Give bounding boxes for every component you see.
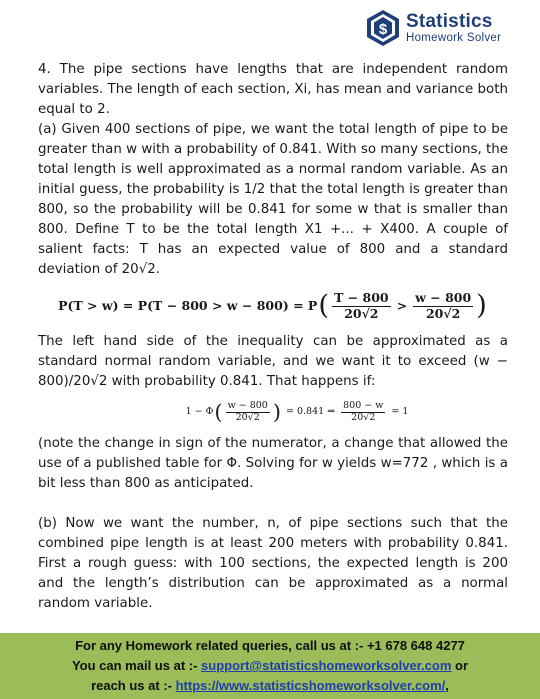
equation-probability [38,284,508,328]
equation1-fraction-right: $\frac{w - 800}{20√2}$ [415,290,472,321]
brand-subtitle: Homework Solver [406,31,502,44]
equation1-operator: > [396,298,408,313]
paragraph-part-b: (b) Now we want the number, n, of pipe sections such that the combined pipe length is at least 200 meters with probability 0.841. First a rough guess: with 100 sections, the expected length is 200 and the length’s distribution can be approximated as a normal random variable. [38,516,508,611]
dollar-shield-icon [364,9,402,47]
equation1-open-paren: ( [318,289,330,322]
equation1-lhs: P(T > w) = P(T − 800 > w − 800) = P [58,298,318,313]
equation2-fraction-right: $\frac{800 - w}{20√2}$ [343,399,384,423]
equation2-middle: = 0.841 ⇒ [285,406,336,417]
paragraph-part-a: (a) Given 400 sections of pipe, we want the total length of pipe to be greater than w with a probability of 0.841. With so many sections, the total length is well approximated as a normal random variable. As an initial guess, the probability is 1/2 that the total length is greater than 800, so the probability will be 0.841 for some w that is smaller than 800. Define T to be the total length X1 +... + X400. A couple of salient facts: T has an expected value of 800 and a standard deviation of 20√2. [38,122,508,277]
footer-url-line: reach us at :- https://www.statisticshomeworksolver.com/, [91,678,449,693]
equation2-lhs: 1 − Φ [185,406,214,417]
footer-email-line: You can mail us at :- support@statisticshomeworksolver.com or [71,658,469,673]
document-body [38,60,508,614]
equation-phi [86,394,508,430]
paragraph-note: (note the change in sign of the numerator, a change that allowed the use of a published table for Φ. Solving for w yields w=772 , which is a bit less than 800 as anticipated. [38,436,508,491]
brand-title: Statistics [406,10,493,32]
brand-logo [364,8,532,48]
email-link[interactable]: support@statisticshomeworksolver.com [201,658,452,673]
contact-footer [0,633,540,699]
svg-text:$: $ [378,21,388,38]
footer-phone-line: For any Homework related queries, call us at :- +1 678 648 4277 [75,638,465,653]
equation1-fraction-left: $\frac{T - 800}{20√2}$ [334,290,389,321]
equation1-close-paren: ) [476,289,487,322]
equation2-close-paren: ) [272,399,281,424]
website-link[interactable]: https://www.statisticshomeworksolver.com/ [175,678,446,693]
paragraph-approximation: The left hand side of the inequality can be approximated as a standard normal random variable, and we want it to exceed (w − 800)/20√2 with probability 0.841. That happens if: [38,334,508,389]
equation2-open-paren: ( [214,399,223,424]
equation2-rhs: = 1 [391,406,409,417]
equation2-fraction-left: $\frac{w - 800}{20√2}$ [227,399,268,423]
paragraph-problem: 4. The pipe sections have lengths that are independent random variables. The length of each section, Xi, has mean and variance both equal to 2. [38,62,508,117]
